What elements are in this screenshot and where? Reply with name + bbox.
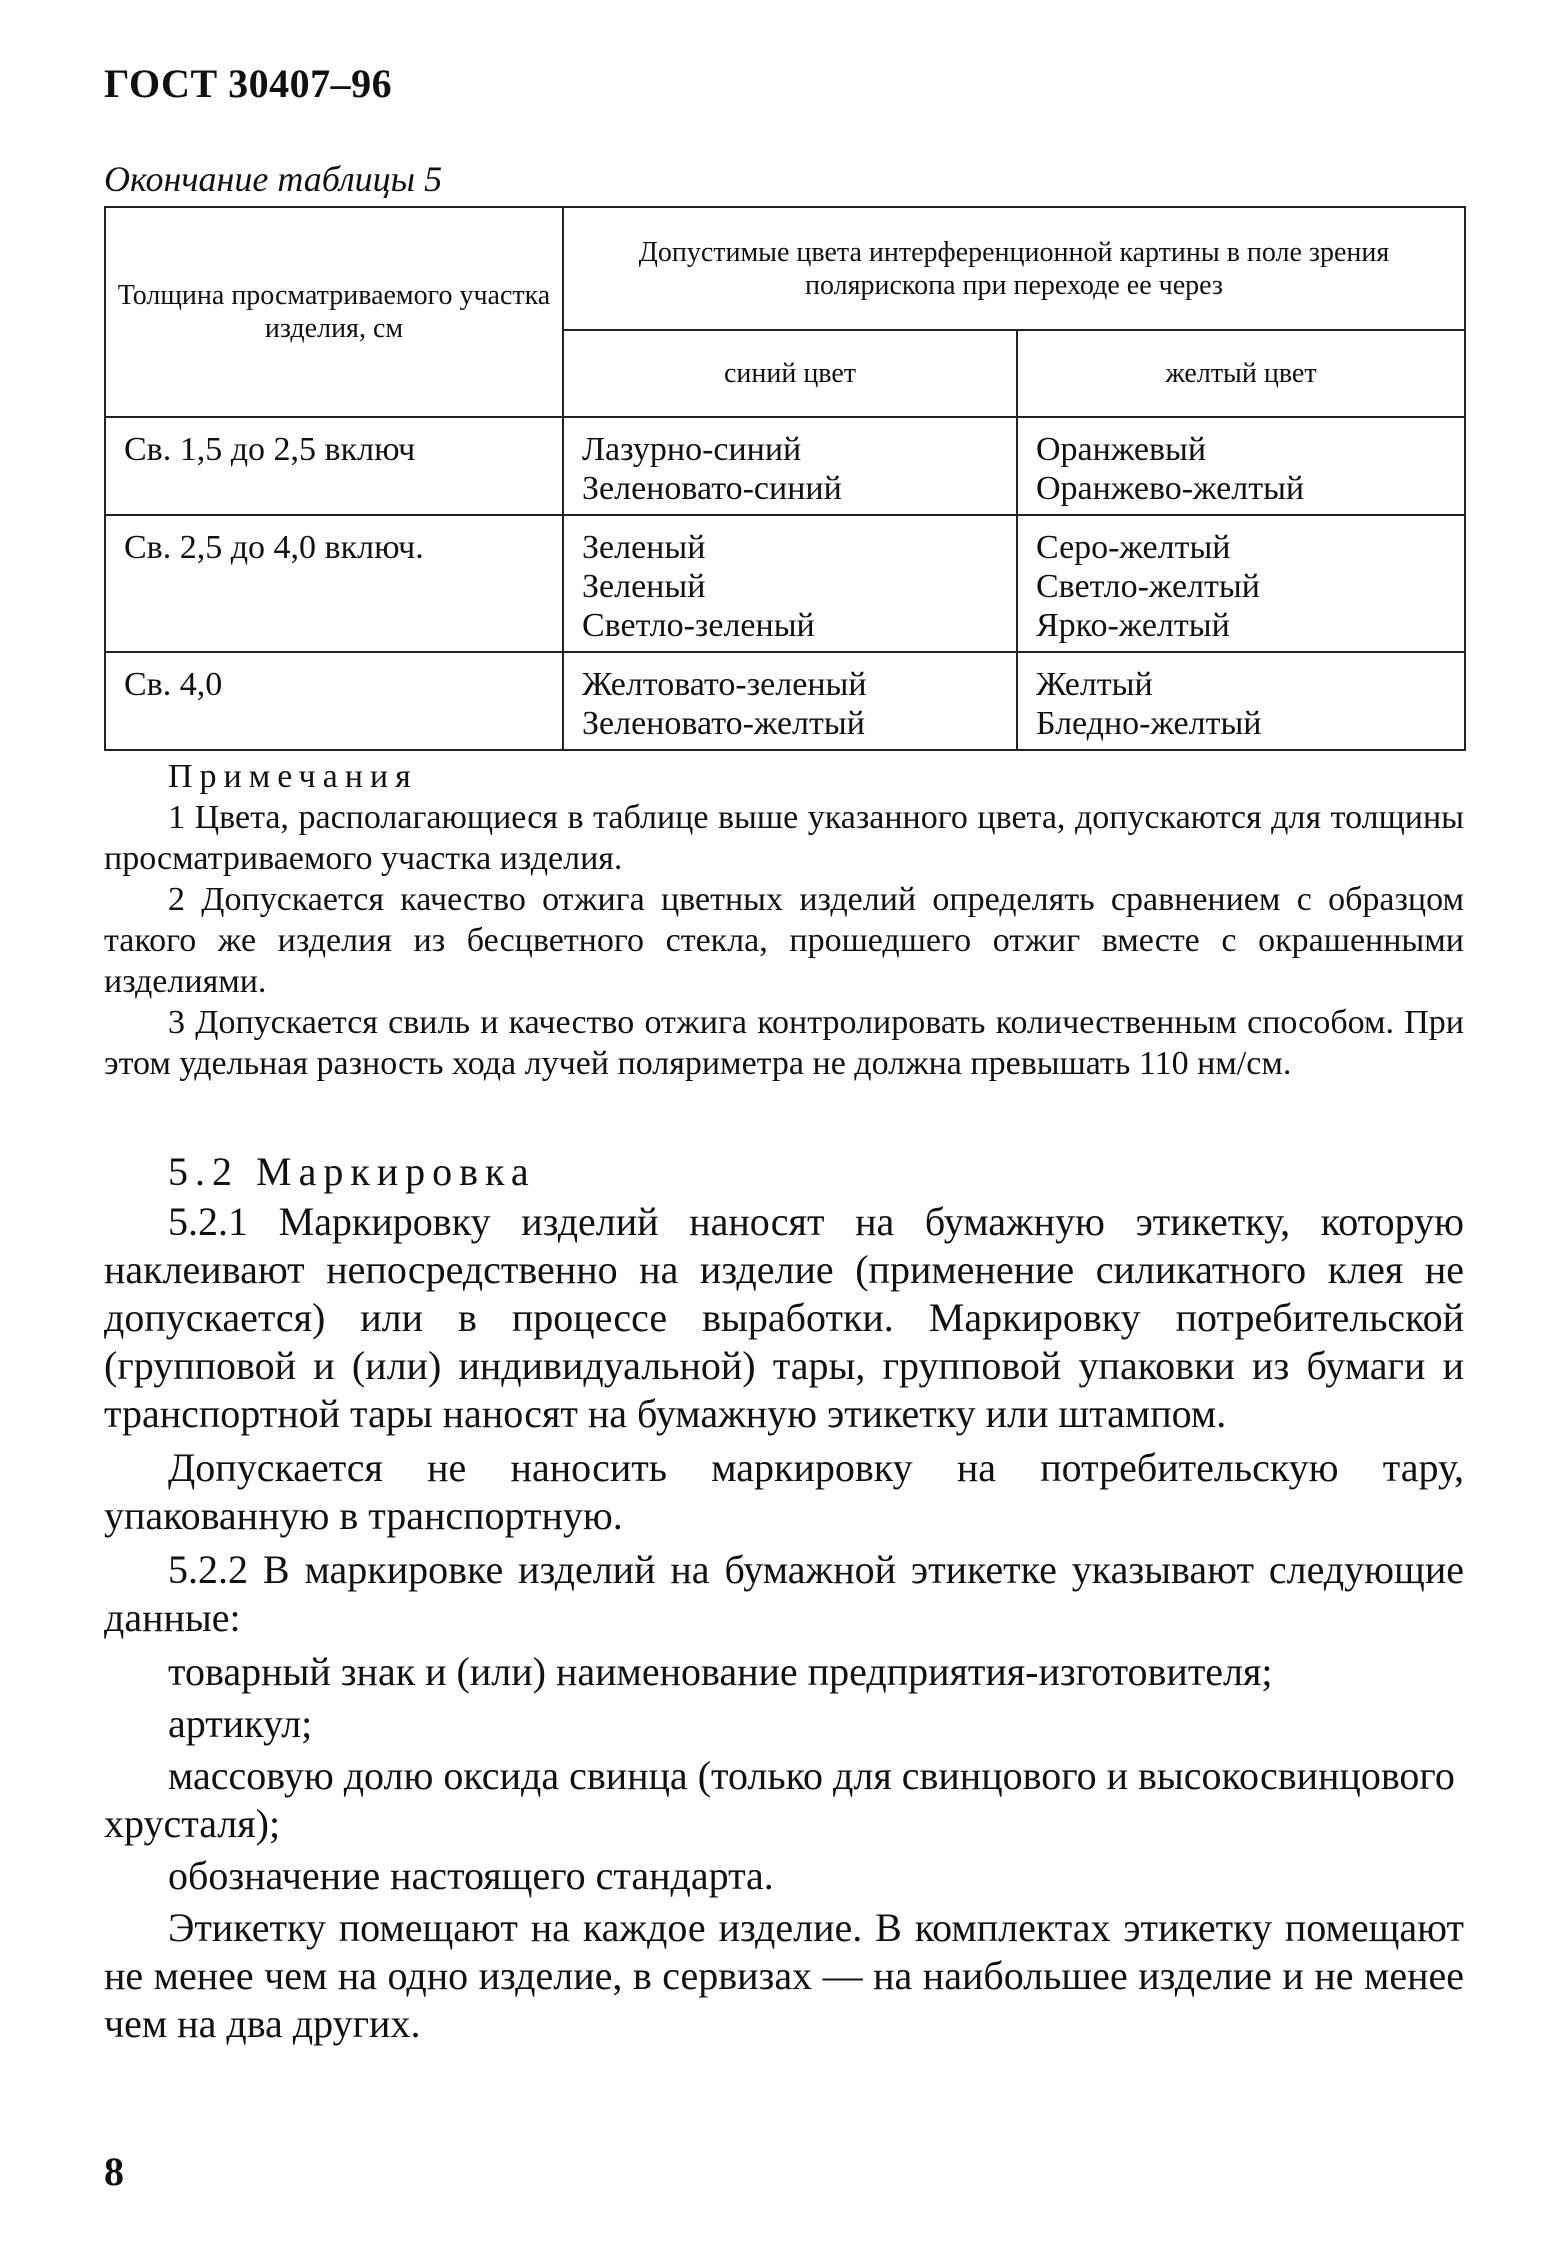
cell-yellow xyxy=(1017,417,1465,515)
table-row xyxy=(105,515,1465,652)
cell-text: Желтовато-зеленый xyxy=(582,666,867,703)
header-allowed-colors: Допустимые цвета интерференционной картины в поле зрения полярископа при переходе ее через xyxy=(563,207,1465,330)
note-item: 3 Допускается свиль и качество отжига контролировать количественным способом. При этом удельная разность хода лучей поляриметра не должна превышать 110 нм/см. xyxy=(104,1004,1464,1082)
cell-text: Зеленый xyxy=(582,529,706,566)
header-blue: синий цвет xyxy=(563,330,1017,417)
notes-title: Примечания xyxy=(168,758,418,795)
document-header: ГОСТ 30407–96 xyxy=(104,61,393,106)
cell-thickness xyxy=(105,652,563,750)
section-title: 5.2 Маркировка xyxy=(168,1149,536,1194)
header-yellow: желтый цвет xyxy=(1017,330,1465,417)
cell-text: Серо-желтый xyxy=(1036,529,1231,566)
table-row xyxy=(105,652,1465,750)
cell-text: Бледно-желтый xyxy=(1036,705,1262,742)
paragraph: Этикетку помещают на каждое изделие. В комплектах этикетку помещают не менее чем на одно изделие, в сервизах — на наибольшее изделие и не менее чем на два других. xyxy=(104,1905,1464,2046)
cell-text: Зеленовато-желтый xyxy=(582,705,865,742)
cell-yellow xyxy=(1017,652,1465,750)
section-marking xyxy=(104,1148,1464,2054)
cell-thickness xyxy=(105,417,563,515)
list-item: обозначение настоящего стандарта. xyxy=(168,1853,774,1898)
list-item: артикул; xyxy=(168,1701,313,1746)
list-item: массовую долю оксида свинца (только для свинцового и высокосвинцового хрусталя); xyxy=(104,1753,1455,1846)
list-item: товарный знак и (или) наименование предприятия-изготовителя; xyxy=(168,1649,1273,1694)
cell-text: Светло-зеленый xyxy=(582,607,815,644)
notes-block xyxy=(104,756,1464,1084)
paragraph: Допускается не наносить маркировку на потребительскую тару, упакованную в транспортную. xyxy=(104,1445,1464,1538)
cell-text: Св. 2,5 до 4,0 включ. xyxy=(124,529,424,566)
page-number: 8 xyxy=(104,2149,124,2194)
cell-blue xyxy=(563,652,1017,750)
note-item: 1 Цвета, располагающиеся в таблице выше указанного цвета, допускаются для толщины просматриваемого участка изделия. xyxy=(104,799,1464,877)
paragraph: 5.2.2 В маркировке изделий на бумажной этикетке указывают следующие данные: xyxy=(104,1547,1464,1640)
cell-text: Оранжево-желтый xyxy=(1036,470,1305,507)
cell-text: Св. 1,5 до 2,5 включ xyxy=(124,431,416,468)
cell-text: Зеленовато-синий xyxy=(582,470,842,507)
colors-table xyxy=(104,206,1466,751)
cell-blue xyxy=(563,515,1017,652)
note-item: 2 Допускается качество отжига цветных изделий определять сравнением с образцом такого же изделия из бесцветного стекла, прошедшего отжиг вместе с окрашенными изделиями. xyxy=(104,881,1464,1000)
header-thickness: Толщина просматриваемого участка изделия, см xyxy=(105,207,563,417)
cell-blue xyxy=(563,417,1017,515)
cell-thickness xyxy=(105,515,563,652)
table-row xyxy=(105,417,1465,515)
cell-text: Св. 4,0 xyxy=(124,666,223,703)
paragraph: 5.2.1 Маркировку изделий наносят на бумажную этикетку, которую наклеивают непосредственно на изделие (применение силикатного клея не допускается) или в процессе выработки. Маркировку потребительской (групповой и (или) индивидуальной) тары, групповой упаковки из бумаги и транспортной тары наносят на бумажную этикетку или штампом. xyxy=(104,1199,1464,1436)
cell-text: Светло-желтый xyxy=(1036,568,1260,605)
cell-text: Лазурно-синий xyxy=(582,431,802,468)
cell-text: Зеленый xyxy=(582,568,706,605)
cell-text: Ярко-желтый xyxy=(1036,607,1230,644)
cell-text: Оранжевый xyxy=(1036,431,1207,468)
cell-yellow xyxy=(1017,515,1465,652)
cell-text: Желтый xyxy=(1036,666,1153,703)
table-caption: Окончание таблицы 5 xyxy=(104,159,443,199)
